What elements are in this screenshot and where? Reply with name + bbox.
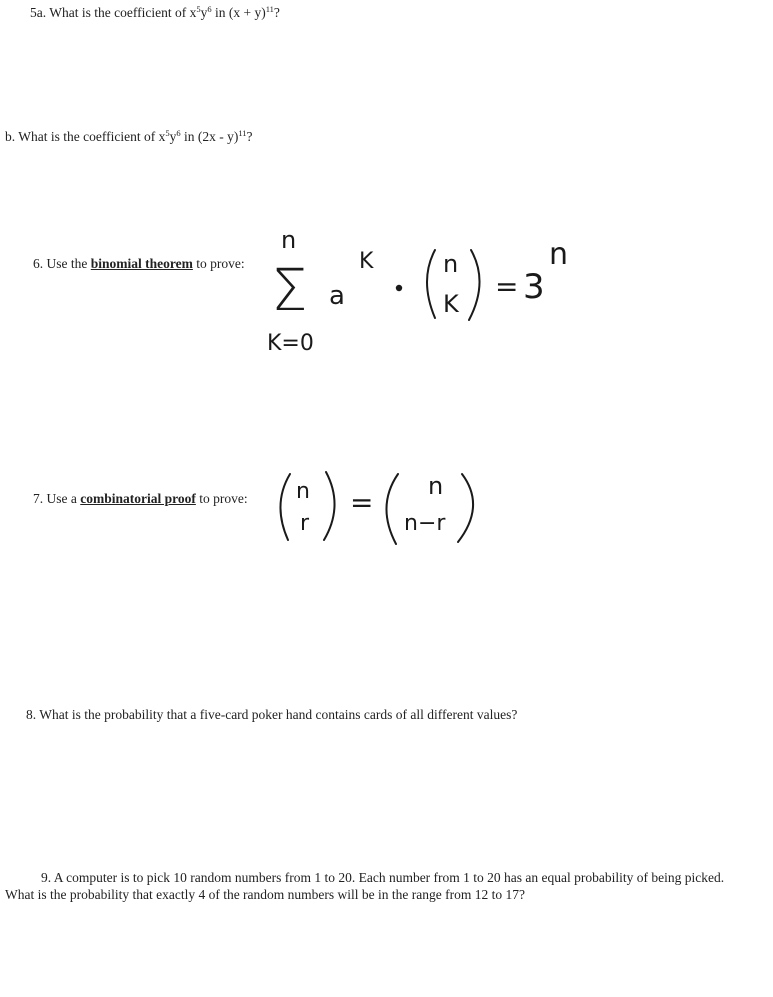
exponent-n: 11 (265, 4, 274, 14)
left-paren (427, 250, 435, 318)
question-5a-prefix: 5a. What is the coefficient of x (30, 5, 197, 20)
var-y: y (200, 5, 208, 20)
binom-bottom: K (443, 290, 459, 318)
question-5b (5, 129, 253, 146)
power-exponent: K (359, 249, 374, 274)
handwritten-formula-symmetry (268, 460, 508, 550)
question-5b-prefix: b. What is the coefficient of x (5, 129, 166, 144)
rhs-base: 3 (523, 267, 545, 307)
question-7-suffix: to prove: (195, 491, 248, 506)
lhs-top: n (296, 479, 310, 504)
exponent-y: 6 (176, 128, 181, 138)
question-6-prefix: 6. Use the (33, 256, 91, 271)
left-paren (280, 474, 290, 540)
question-8: 8. What is the probability that a five-card poker hand contains cards of all different values? (26, 707, 518, 722)
right-paren (324, 472, 335, 540)
right-paren (458, 474, 473, 542)
multiplication-dot (396, 285, 402, 291)
question-5b-binomial: in (2x - y) (180, 129, 239, 144)
lhs-bottom: r (300, 511, 310, 536)
rhs-exponent: n (549, 237, 569, 272)
question-5a (30, 5, 280, 22)
right-paren (469, 250, 480, 320)
term-binomial-theorem: binomial theorem (90, 256, 193, 271)
exponent-y: 6 (207, 4, 212, 14)
exponent-x: 5 (165, 128, 170, 138)
rhs-top: n (428, 472, 444, 500)
question-6-suffix: to prove: (192, 256, 245, 271)
sum-upper-limit: n (281, 226, 297, 254)
power-base: a (329, 281, 345, 311)
binom-top: n (443, 250, 459, 278)
rhs-bottom: n−r (404, 511, 446, 536)
sum-lower-limit: K=0 (267, 331, 314, 356)
question-7-prefix: 7. Use a (33, 491, 81, 506)
question-5a-suffix: ? (273, 5, 280, 20)
question-5a-binomial: in (x + y) (211, 5, 266, 20)
question-7 (33, 491, 248, 508)
var-y: y (169, 129, 177, 144)
sigma-symbol: Σ (271, 256, 308, 324)
question-5b-suffix: ? (246, 129, 253, 144)
handwritten-formula-binomial-sum (255, 222, 615, 362)
question-9: 9. A computer is to pick 10 random numbers from 1 to 20. Each number from 1 to 20 has an equal probability of being picked. What is the probability that exactly 4 of the random numbers will be in the range from 12 to 17? (5, 870, 725, 902)
exponent-x: 5 (196, 4, 201, 14)
exponent-n: 11 (238, 128, 247, 138)
term-combinatorial-proof: combinatorial proof (80, 491, 196, 506)
left-paren (386, 474, 398, 544)
equals-sign: = (495, 270, 519, 303)
equals-sign: = (350, 486, 374, 519)
question-6 (33, 256, 245, 273)
